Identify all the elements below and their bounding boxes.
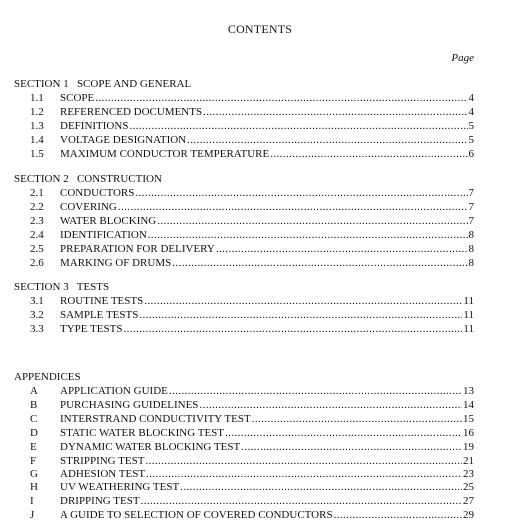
entry-title: PURCHASING GUIDELINES <box>60 399 199 411</box>
entry-page: 19 <box>463 441 474 453</box>
toc-entry[interactable] <box>30 480 474 494</box>
entry-number: 1.2 <box>30 106 44 118</box>
toc-entry[interactable] <box>30 494 474 508</box>
toc-entry[interactable] <box>30 133 474 147</box>
entry-page: 6 <box>468 148 474 160</box>
entry-number: D <box>30 427 38 439</box>
entry-title: SAMPLE TESTS <box>60 309 139 321</box>
dot-leader <box>144 294 462 308</box>
entry-page: 15 <box>463 413 474 425</box>
dot-leader <box>139 308 462 322</box>
dot-leader <box>169 384 462 398</box>
dot-leader <box>146 467 462 481</box>
section-heading: APPENDICES <box>14 371 81 383</box>
entry-page: 16 <box>463 427 474 439</box>
entry-page: 25 <box>463 481 474 493</box>
toc-entry[interactable] <box>30 398 474 412</box>
toc-entry[interactable] <box>30 508 474 522</box>
entry-page: 14 <box>463 399 474 411</box>
entry-page: 23 <box>463 468 474 480</box>
entry-title: STRIPPING TEST <box>60 455 145 467</box>
entry-title: COVERING <box>60 201 117 213</box>
entry-number: E <box>30 441 37 453</box>
dot-leader <box>199 398 462 412</box>
toc-entry[interactable] <box>30 308 474 322</box>
dot-leader <box>225 426 462 440</box>
entry-number: B <box>30 399 38 411</box>
entry-number: G <box>30 468 38 480</box>
entry-page: 8 <box>468 243 474 255</box>
entry-number: 2.3 <box>30 215 44 227</box>
toc-entry[interactable] <box>30 214 474 228</box>
entry-number: 2.4 <box>30 229 44 241</box>
entry-page: 21 <box>463 455 474 467</box>
dot-leader <box>123 322 462 336</box>
entry-title: TYPE TESTS <box>60 323 123 335</box>
section-heading: SECTION 3 TESTS <box>14 281 110 293</box>
toc-entry[interactable] <box>30 294 474 308</box>
entry-number: 1.4 <box>30 134 44 146</box>
entry-number: J <box>30 509 35 521</box>
entry-title: ADHESION TEST <box>60 468 146 480</box>
toc-entry[interactable] <box>30 200 474 214</box>
entry-page: 8 <box>468 229 474 241</box>
toc-entry[interactable] <box>30 228 474 242</box>
entry-title: DRIPPING TEST <box>60 495 140 507</box>
dot-leader <box>145 454 462 468</box>
entry-title: DEFINITIONS <box>60 120 129 132</box>
entry-page: 13 <box>463 385 474 397</box>
toc-entry[interactable] <box>30 440 474 454</box>
entry-number: 2.6 <box>30 257 44 269</box>
dot-leader <box>148 228 468 242</box>
entry-title: IDENTIFICATION <box>60 229 147 241</box>
toc-entry[interactable] <box>30 91 474 105</box>
toc-entry[interactable] <box>30 412 474 426</box>
dot-leader <box>180 480 462 494</box>
entry-title: MAXIMUM CONDUCTOR TEMPERATURE <box>60 148 270 160</box>
entry-page: 5 <box>468 120 474 132</box>
toc-entry[interactable] <box>30 467 474 481</box>
entry-number: H <box>30 481 38 493</box>
entry-title: CONDUCTORS <box>60 187 135 199</box>
toc-entry[interactable] <box>30 322 474 336</box>
toc-entry[interactable] <box>30 384 474 398</box>
toc-entry[interactable] <box>30 186 474 200</box>
dot-leader <box>141 494 462 508</box>
entry-title: STATIC WATER BLOCKING TEST <box>60 427 225 439</box>
dot-leader <box>241 440 462 454</box>
dot-leader <box>270 147 467 161</box>
dot-leader <box>172 256 467 270</box>
entry-page: 5 <box>468 134 474 146</box>
page-title: CONTENTS <box>227 22 293 36</box>
entry-page: 8 <box>468 257 474 269</box>
entry-title: REFERENCED DOCUMENTS <box>60 106 203 118</box>
entry-number: 3.2 <box>30 309 44 321</box>
dot-leader <box>129 119 467 133</box>
entry-title: DYNAMIC WATER BLOCKING TEST <box>60 441 241 453</box>
toc-entry[interactable] <box>30 242 474 256</box>
entry-number: 3.1 <box>30 295 44 307</box>
entry-number: I <box>30 495 34 507</box>
entry-title: WATER BLOCKING <box>60 215 157 227</box>
dot-leader <box>135 186 467 200</box>
entry-title: SCOPE <box>60 92 95 104</box>
entry-page: 7 <box>468 201 474 213</box>
toc-entry[interactable] <box>30 105 474 119</box>
entry-page: 7 <box>468 187 474 199</box>
entry-page: 7 <box>468 215 474 227</box>
entry-number: 2.5 <box>30 243 44 255</box>
dot-leader <box>203 105 467 119</box>
entry-number: C <box>30 413 38 425</box>
entry-number: 1.1 <box>30 92 44 104</box>
dot-leader <box>118 200 468 214</box>
entry-title: VOLTAGE DESIGNATION <box>60 134 187 146</box>
entry-page: 11 <box>463 309 474 321</box>
entry-number: F <box>30 455 37 467</box>
entry-title: PREPARATION FOR DELIVERY <box>60 243 215 255</box>
entry-number: 2.1 <box>30 187 44 199</box>
entry-page: 29 <box>463 509 474 521</box>
dot-leader <box>216 242 468 256</box>
entry-number: A <box>30 385 38 397</box>
toc-entry[interactable] <box>30 426 474 440</box>
page-column-label: Page <box>451 52 474 64</box>
toc-entry[interactable] <box>30 256 474 270</box>
toc-entry[interactable] <box>30 147 474 161</box>
entry-number: 2.2 <box>30 201 44 213</box>
entry-page: 11 <box>463 295 474 307</box>
toc-entry[interactable] <box>30 119 474 133</box>
entry-number: 1.5 <box>30 148 44 160</box>
entry-number: 1.3 <box>30 120 44 132</box>
entry-page: 11 <box>463 323 474 335</box>
entry-page: 27 <box>463 495 474 507</box>
entry-title: ROUTINE TESTS <box>60 295 144 307</box>
entry-title: APPLICATION GUIDE <box>60 385 168 397</box>
entry-title: INTERSTRAND CONDUCTIVITY TEST <box>60 413 251 425</box>
entry-page: 4 <box>468 106 474 118</box>
entry-title: MARKING OF DRUMS <box>60 257 172 269</box>
entry-page: 4 <box>468 92 474 104</box>
dot-leader <box>95 91 467 105</box>
dot-leader <box>157 214 467 228</box>
entry-title: UV WEATHERING TEST <box>60 481 180 493</box>
entry-title: A GUIDE TO SELECTION OF COVERED CONDUCTORS <box>60 509 333 521</box>
dot-leader <box>334 508 462 522</box>
entry-number: 3.3 <box>30 323 44 335</box>
dot-leader <box>187 133 467 147</box>
section-heading: SECTION 1 SCOPE AND GENERAL <box>14 78 192 90</box>
toc-entry[interactable] <box>30 454 474 468</box>
section-heading: SECTION 2 CONSTRUCTION <box>14 173 162 185</box>
dot-leader <box>252 412 462 426</box>
